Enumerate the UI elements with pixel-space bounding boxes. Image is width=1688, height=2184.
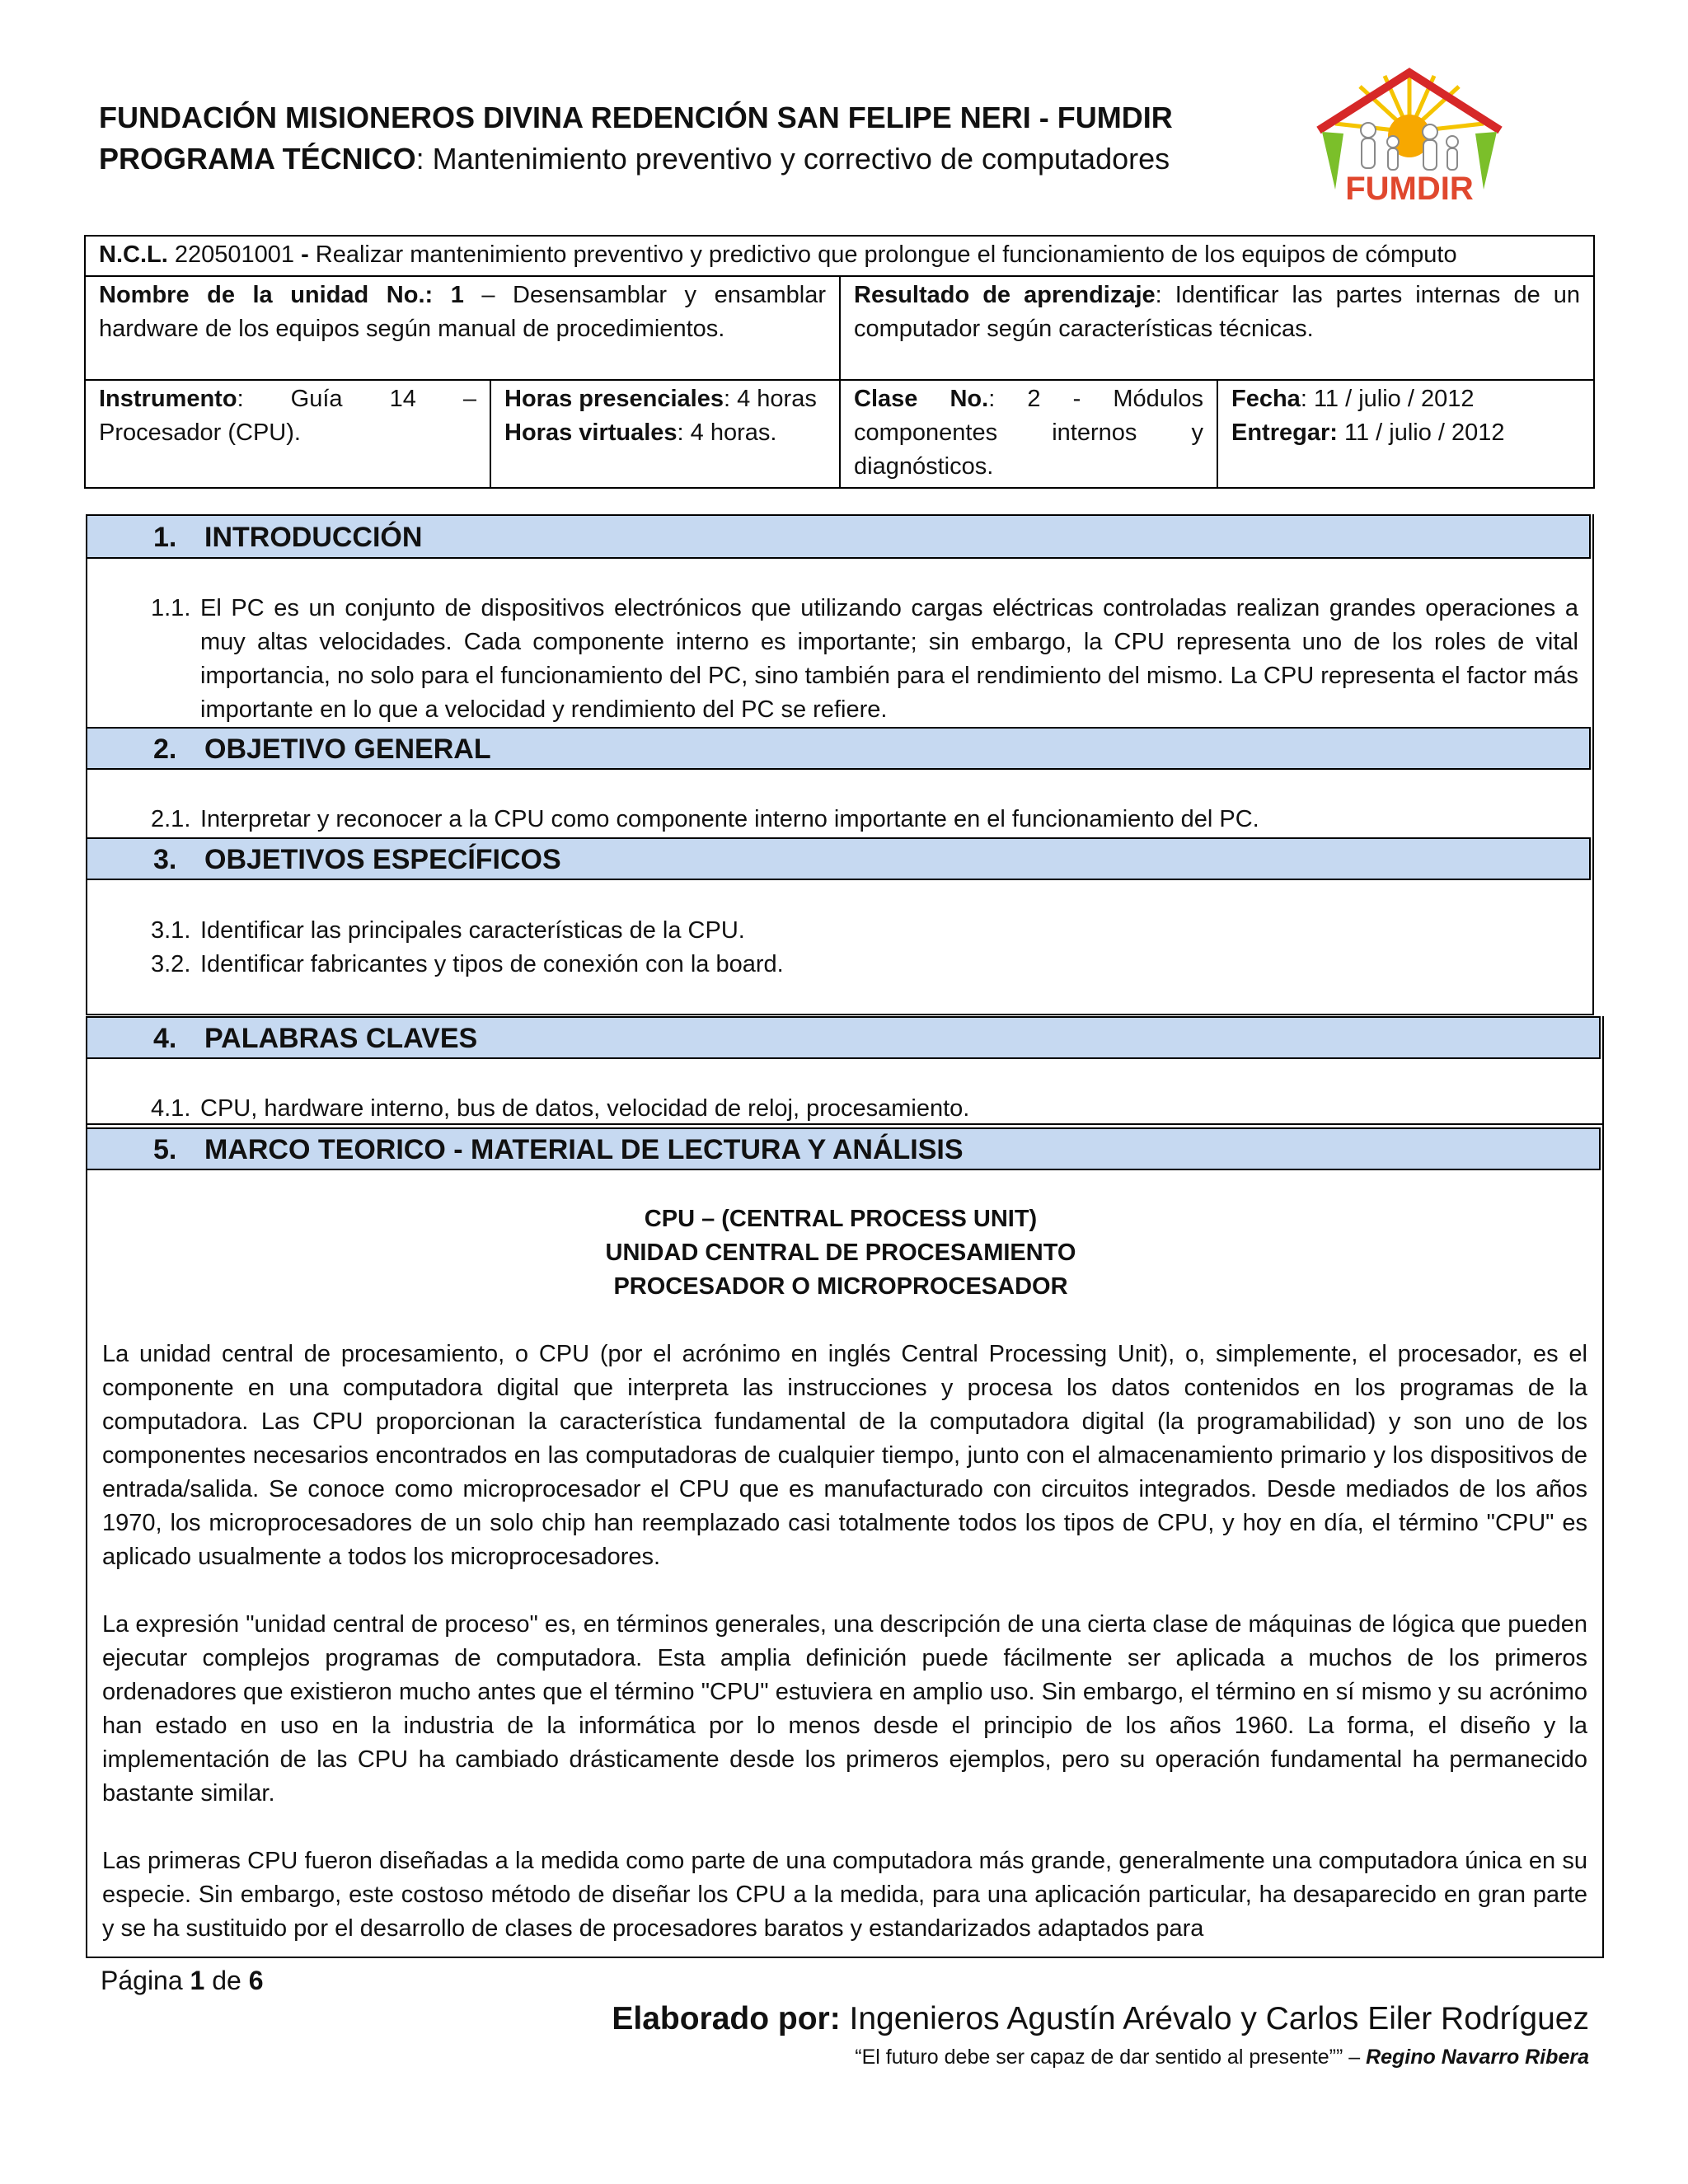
item-2-1: [151, 803, 1578, 837]
ncl-value: 220501001: [167, 241, 302, 268]
section-2-header: [86, 727, 1591, 770]
date-value: : 11 / julio / 2012: [1300, 386, 1475, 412]
page-current: 1: [190, 1966, 205, 1995]
marco-paragraph-2: La expresión "unidad central de proceso" es, en términos generales, una descripción de una cierta clase de máquinas de lógica que pueden ejecutar complejos programas de computadora. Esta amplia definición puede fácilmente ser aplicada a muchos de los primeros ordenadores que existieron mucho antes que el término "CPU" estuviera en amplio uso. Sin embargo, el término en sí mismo y su acrónimo han estado en uso en la industria de la informática por lo menos desde el principio de los años 1960. La forma, el diseño y la implementación de las CPU ha cambiado drásticamente desde los primeros ejemplos, pero su operación fundamental ha permanecido bastante similar.: [102, 1611, 1587, 1807]
author-label: Elaborado por:: [612, 2001, 841, 2036]
ncl-cell: [85, 236, 1594, 276]
page-of: de: [204, 1966, 249, 1995]
program-value: : Mantenimiento preventivo y correctivo de computadores: [415, 142, 1170, 176]
class-value: : 2 - Módulos componentes internos y diagnósticos.: [854, 386, 1203, 480]
item-3-1: [151, 914, 1578, 948]
ncl-label: N.C.L.: [99, 241, 168, 268]
item-4-1: [151, 1092, 1578, 1126]
class-cell: [840, 380, 1217, 488]
hours-present-value: : 4 horas: [723, 386, 817, 412]
deliver-label: Entregar:: [1231, 419, 1338, 446]
item-4-1-number: 4.1.: [151, 1095, 191, 1122]
item-3-2-number: 3.2.: [151, 951, 191, 977]
section-3-header: [86, 837, 1591, 880]
marco-title-2: UNIDAD CENTRAL DE PROCESAMIENTO: [605, 1240, 1076, 1266]
page-word: Página: [101, 1966, 190, 1995]
quote-author: Regino Navarro Ribera: [1366, 2046, 1589, 2069]
item-2-1-text: Interpretar y reconocer a la CPU como componente interno importante en el funcionamiento del PC.: [200, 806, 1259, 832]
fumdir-logo-graphic: [1311, 66, 1508, 210]
instrument-label: Instrumento: [99, 386, 237, 412]
section-4-header: [86, 1016, 1601, 1059]
section-3-number: 3.: [153, 844, 177, 875]
hours-present-label: Horas presenciales: [504, 386, 724, 412]
section-2-title: OBJETIVO GENERAL: [204, 733, 491, 765]
section-5-number: 5.: [153, 1134, 177, 1165]
org-title-text: FUNDACIÓN MISIONEROS DIVINA REDENCIÓN SAN FELIPE NERI - FUMDIR: [99, 101, 1173, 134]
author-value: Ingenieros Agustín Arévalo y Carlos Eiler Rodríguez: [840, 2001, 1589, 2036]
section-5-header: [86, 1127, 1601, 1170]
section-2-number: 2.: [153, 733, 177, 765]
unit-value: – Desensamblar y ensamblar hardware de los equipos según manual de procedimientos.: [99, 282, 826, 342]
marco-title-1: CPU – (CENTRAL PROCESS UNIT): [644, 1206, 1038, 1232]
section-1-header: [86, 514, 1591, 559]
author-line: [612, 2001, 1589, 2037]
class-label: Clase No.: [854, 386, 989, 412]
item-2-1-number: 2.1.: [151, 806, 191, 832]
item-4-1-text: CPU, hardware interno, bus de datos, velocidad de reloj, procesamiento.: [200, 1095, 970, 1122]
hours-cell: [490, 380, 840, 488]
section-5-title: MARCO TEORICO - MATERIAL DE LECTURA Y ANÁLISIS: [204, 1134, 964, 1165]
quote-line: [855, 2046, 1589, 2069]
ncl-dash: -: [301, 241, 309, 268]
page-number: [101, 1966, 264, 1996]
ncl-desc: Realizar mantenimiento preventivo y predictivo que prolongue el funcionamiento de los equipos de cómputo: [308, 241, 1457, 268]
quote-text: “El futuro debe ser capaz de dar sentido al presente”” –: [855, 2046, 1367, 2069]
item-3-1-text: Identificar las principales características de la CPU.: [200, 917, 745, 944]
org-title: [99, 97, 1173, 138]
fumdir-logo: [1311, 66, 1508, 210]
section-1-number: 1.: [153, 522, 177, 553]
section-4-title: PALABRAS CLAVES: [204, 1023, 478, 1054]
section-1-title: INTRODUCCIÓN: [204, 522, 423, 553]
item-3-2: [151, 948, 1578, 982]
item-1-1-text: El PC es un conjunto de dispositivos electrónicos que utilizando cargas eléctricas controladas realizan grandes operaciones a muy altas velocidades. Cada componente interno es importante; sin embargo, la CPU representa uno de los roles de vital importancia, no solo para el funcionamiento del PC, sino también para el rendimiento del mismo. La CPU representa el factor más importante en lo que a velocidad y rendimiento del PC se refiere.: [200, 595, 1578, 723]
item-3-1-number: 3.1.: [151, 917, 191, 944]
program-title: [99, 138, 1170, 180]
date-cell: [1217, 380, 1594, 488]
deliver-value: 11 / julio / 2012: [1337, 419, 1505, 446]
marco-paragraph-1: La unidad central de procesamiento, o CPU (por el acrónimo en inglés Central Processing Unit), o, simplemente, el procesador, es el componente en una computadora digital que interpreta las instrucciones y procesa los datos contenidos en los programas de la computadora. Las CPU proporcionan la característica fundamental de la computadora digital (la programabilidad) y son uno de los componentes necesarios encontrados en las computadoras de cualquier tiempo, junto con el almacenamiento primario y los dispositivos de entrada/salida. Se conoce como microprocesador el CPU que es manufacturado con circuitos integrados. Desde mediados de los años 1970, los microprocesadores de un solo chip han reemplazado casi totalmente todos los tipos de CPU, y hoy en día, el término "CPU" es aplicado usualmente a todos los microprocesadores.: [102, 1341, 1587, 1570]
result-label: Resultado de aprendizaje: [854, 282, 1156, 308]
section-4-number: 4.: [153, 1023, 177, 1054]
hours-virtual-label: Horas virtuales: [504, 419, 678, 446]
item-3-2-text: Identificar fabricantes y tipos de conexión con la board.: [200, 951, 784, 977]
page-total: 6: [248, 1966, 264, 1995]
instrument-cell: [85, 380, 490, 488]
item-1-1-number: 1.1.: [151, 595, 191, 621]
info-table: [84, 235, 1595, 489]
date-label: Fecha: [1231, 386, 1301, 412]
marco-title-3: PROCESADOR O MICROPROCESADOR: [613, 1273, 1068, 1300]
marco-paragraph-3: Las primeras CPU fueron diseñadas a la medida como parte de una computadora más grande, generalmente una computadora única en su especie. Sin embargo, este costoso método de diseñar los CPU a la medida, para una aplicación particular, ha desaparecido en gran parte y se ha sustituido por el desarrollo de clases de procesadores baratos y estandarizados adaptados para: [102, 1848, 1587, 1942]
section-3-title: OBJETIVOS ESPECÍFICOS: [204, 844, 561, 875]
fumdir-logo-text: FUMDIR: [1345, 171, 1474, 207]
result-cell: [840, 276, 1594, 380]
program-label: PROGRAMA TÉCNICO: [99, 142, 416, 176]
item-1-1: [151, 592, 1578, 727]
instrument-value: : Guía 14 – Procesador (CPU).: [99, 386, 476, 446]
result-value: : Identificar las partes internas de un computador según características técnicas.: [854, 282, 1580, 342]
unit-label: Nombre de la unidad No.: 1: [99, 282, 464, 308]
unit-cell: [85, 276, 840, 380]
hours-virtual-value: : 4 horas.: [677, 419, 777, 446]
